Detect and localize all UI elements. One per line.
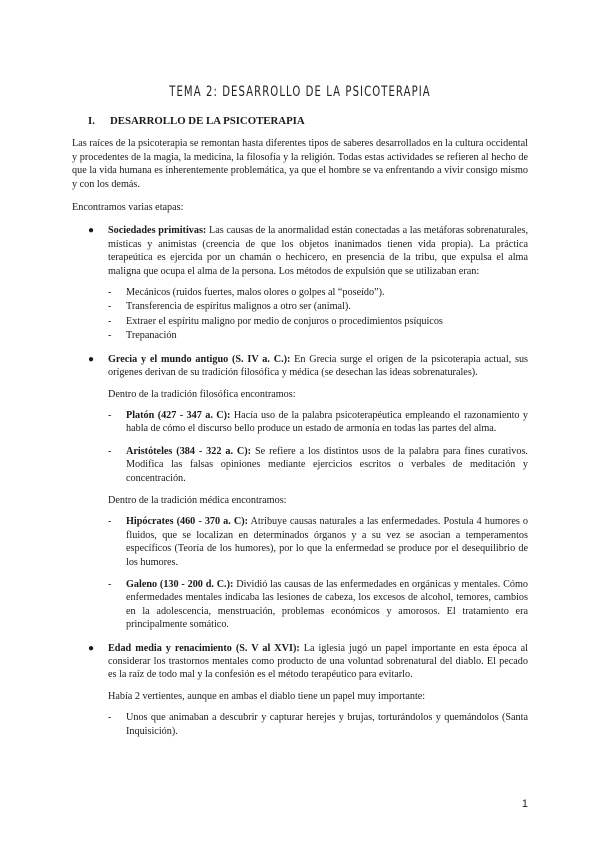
stage-heading: Grecia y el mundo antiguo (S. IV a. C.): xyxy=(108,353,291,365)
philosophers-list xyxy=(108,409,528,485)
subsection-intro: Dentro de la tradición filosófica encontramos: xyxy=(108,388,296,400)
stage-text: La iglesia jugó un papel importante en esta época al considerar los trastornos mentales como producto de una voluntad sobrenatural del diablo. El pecado es la raíz de todo mal y la confesión es el método terapéutico para evitarlo. xyxy=(108,642,529,681)
section-number: I. xyxy=(88,115,95,127)
section-heading xyxy=(88,115,528,128)
list-item: - Extraer el espíritu maligno por medio de conjuros o procedimientos psíquicos xyxy=(108,315,443,327)
stage-paragraph xyxy=(108,642,528,682)
page-title: TEMA 2: DESARROLLO DE LA PSICOTERAPIA xyxy=(169,84,431,100)
methods-list xyxy=(108,286,528,343)
list-item: - Aristóteles (384 - 322 a. C): Se refiere a los distintos usos de la palabra para fines curativos. Modifica las falsas opiniones mediante ejercicios escritos o verbales de meditación y concentración. xyxy=(108,445,528,484)
stage-text: Las causas de la anormalidad están conectadas a las metáforas sobrenaturales, místicas y animistas (creencia de que los objetos inanimados tienen vida propia). La práctica terapeútica es ejercida por un chamán o hechicero, en presencia de la tribu, que expulsa el alma maligna que ocupa el alma de la persona. Los métodos de expulsión que se utilizaban eran: xyxy=(108,225,528,277)
stages-intro: Encontramos varias etapas: xyxy=(72,202,184,214)
list-item: - Hipócrates (460 - 370 a. C): Atribuye causas naturales a las enfermedades. Postula 4 humores o fluidos, que se localizan en determinados órganos y a su vez se asocian a temperamentos específicos (Teoría de los humores), por lo que la enfermedad se produce por el desequilibrio de los humores. xyxy=(108,516,528,568)
subsection-intro: Había 2 vertientes, aunque en ambas el diablo tiene un papel muy importante: xyxy=(108,690,426,702)
stage-text: En Grecia surge el origen de la psicoterapia actual, sus orígenes derivan de su tradición filosófica y médica (se desechan las ideas sobrenaturales). xyxy=(108,353,528,379)
list-item: - Galeno (130 - 200 d. C.): Dividió las causas de las enfermedades en orgánicas y mentales. Cómo enfermedades mentales indicaba las lesiones de cabeza, los excesos de alcohol, temores, cambios en la adolescencia, menstruación, problemas económicos y amorosos. El tratamiento era principalmente somático. xyxy=(108,578,528,631)
list-item: - Mecánicos (ruidos fuertes, malos olores o golpes al “poseído”). xyxy=(108,287,385,299)
list-item: - Trepanación xyxy=(108,330,177,342)
physicians-list xyxy=(108,515,528,631)
stage-heading: Sociedades primitivas: xyxy=(108,225,207,237)
list-item: - Platón (427 - 347 a. C): Hacía uso de la palabra psicoterapéutica empleando el razonamiento y habla de cómo el discurso bello produce un estado de armonía en todas las partes del alma. xyxy=(108,409,528,435)
stage-paragraph xyxy=(108,224,528,278)
stage-paragraph xyxy=(108,353,528,380)
section-title: DESARROLLO DE LA PSICOTERAPIA xyxy=(110,115,305,127)
intro-paragraph: Las raíces de la psicoterapia se remontan hasta diferentes tipos de saberes desarrollados en la cultura occidental y procedentes de la magia, la medicina, la filosofía y la religión. Todas estas actividades se refieren al hecho de que la vida humana es inherentemente problemática, ya que el hombre se va enfrentando a vivir consigo mismo y con los demás. xyxy=(72,138,528,190)
bullet-icon: ● xyxy=(88,642,95,654)
stage-item xyxy=(72,224,528,342)
document-body xyxy=(72,115,528,748)
stages-list xyxy=(72,224,528,738)
stage-item xyxy=(72,353,528,632)
vertientes-list xyxy=(108,711,528,738)
list-item: - Unos que animaban a descubrir y capturar herejes y brujas, torturándolos y quemándolos (Santa Inquisición). xyxy=(108,712,528,737)
page-number: 1 xyxy=(521,798,528,810)
stage-item xyxy=(72,642,528,738)
subsection-intro: Dentro de la tradición médica encontramos: xyxy=(108,494,287,506)
list-item: - Transferencia de espíritus malignos a otro ser (animal). xyxy=(108,301,351,313)
stage-heading: Edad media y renacimiento (S. V al XVI): xyxy=(108,642,300,654)
bullet-icon: ● xyxy=(88,225,95,237)
bullet-icon: ● xyxy=(88,353,95,365)
